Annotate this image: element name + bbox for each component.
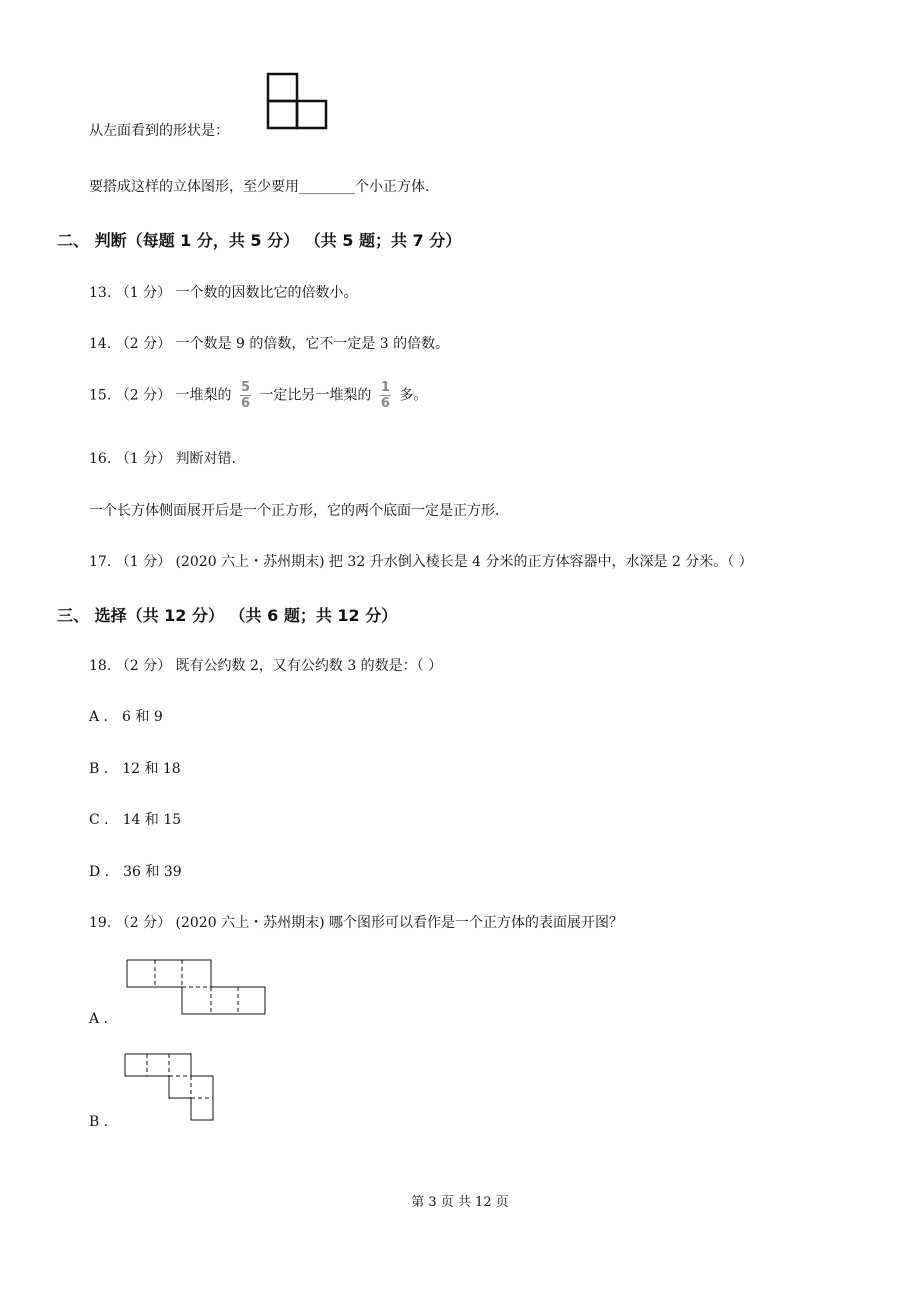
frac2-numerator: 1 bbox=[380, 380, 390, 395]
q15-suffix: 多。 bbox=[399, 387, 428, 404]
section-2-title: 二、 判断（每题 1 分，共 5 分） （共 5 题；共 7 分） bbox=[57, 231, 462, 250]
q15-prefix: 15. （2 分） 一堆梨的 bbox=[89, 387, 232, 404]
frac2-denominator: 6 bbox=[380, 396, 390, 411]
q18-option-c: C ． 14 和 15 bbox=[89, 812, 182, 828]
cube-net-option-a bbox=[125, 958, 268, 1018]
question-16: 16. （1 分） 判断对错． bbox=[89, 451, 246, 467]
left-view-figure bbox=[266, 72, 328, 130]
question-16-statement: 一个长方体侧面展开后是一个正方形，它的两个底面一定是正方形． bbox=[89, 503, 509, 519]
q19-option-a: A ． bbox=[89, 1011, 118, 1027]
section-3-title: 三、 选择（共 12 分） （共 6 题；共 12 分） bbox=[57, 606, 398, 625]
frac1-numerator: 5 bbox=[240, 380, 250, 395]
q18-option-a: A ． 6 和 9 bbox=[89, 709, 163, 725]
question-13: 13. （1 分） 一个数的因数比它的倍数小。 bbox=[89, 285, 358, 301]
fraction-one-sixth bbox=[380, 381, 391, 410]
cube-net-option-b bbox=[123, 1052, 217, 1124]
left-view-label: 从左面看到的形状是： bbox=[89, 123, 229, 139]
question-17: 17. （1 分） (2020 六上・苏州期末) 把 32 升水倒入棱长是 4 分米的正方体容器中，水深是 2 分米。（ ） bbox=[89, 554, 753, 570]
q15-middle: 一定比另一堆梨的 bbox=[259, 387, 372, 404]
q18-option-b: B ． 12 和 18 bbox=[89, 761, 181, 777]
question-15 bbox=[89, 381, 427, 410]
q19-option-b: B ． bbox=[89, 1114, 118, 1130]
q18-option-d: D ． 36 和 39 bbox=[89, 864, 182, 880]
question-19: 19. （2 分） (2020 六上・苏州期末) 哪个图形可以看作是一个正方体的表面展开图？ bbox=[89, 915, 623, 931]
fill-blank-question: 要搭成这样的立体图形，至少要用________个小正方体． bbox=[89, 179, 439, 195]
question-14: 14. （2 分） 一个数是 9 的倍数，它不一定是 3 的倍数。 bbox=[89, 336, 450, 352]
question-18: 18. （2 分） 既有公约数 2，又有公约数 3 的数是：（ ） bbox=[89, 658, 443, 674]
page-footer: 第 3 页 共 12 页 bbox=[411, 1195, 509, 1210]
frac1-denominator: 6 bbox=[240, 396, 250, 411]
fraction-five-sixths bbox=[240, 381, 251, 410]
